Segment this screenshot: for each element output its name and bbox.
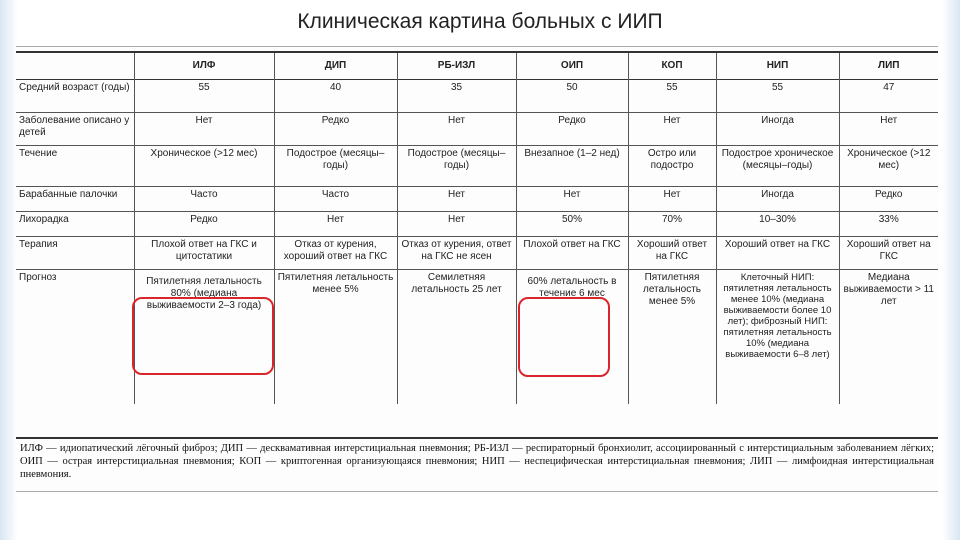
table-cell: Нет <box>397 212 516 237</box>
table-cell: Подострое (месяцы–годы) <box>397 146 516 187</box>
header-kop: КОП <box>628 52 716 80</box>
table-cell: 35 <box>397 80 516 113</box>
table-cell: Иногда <box>716 113 839 146</box>
header-dip: ДИП <box>274 52 397 80</box>
table-cell: Часто <box>274 187 397 212</box>
table-cell: Нет <box>628 187 716 212</box>
table-cell: Хороший ответ на ГКС <box>628 237 716 270</box>
header-oip: ОИП <box>516 52 628 80</box>
header-lip: ЛИП <box>839 52 938 80</box>
table-cell: Нет <box>274 212 397 237</box>
table-row <box>16 212 938 237</box>
table-cell: Нет <box>397 187 516 212</box>
table-cell: Пятилетняя летальность менее 5% <box>628 270 716 405</box>
table-cell: 55 <box>628 80 716 113</box>
table-cell: Подострое (месяцы–годы) <box>274 146 397 187</box>
table-cell: Пятилетняя летальность менее 5% <box>274 270 397 405</box>
table-cell: Семилетняя летальность 25 лет <box>397 270 516 405</box>
row-label: Барабанные палочки <box>16 187 134 212</box>
table-cell: 33% <box>839 212 938 237</box>
table-cell: 47 <box>839 80 938 113</box>
table-cell: Остро или подостро <box>628 146 716 187</box>
slide-background-right <box>942 0 960 540</box>
table-cell: Хроническое (>12 мес) <box>134 146 274 187</box>
slide-title: Клиническая картина больных с ИИП <box>297 10 663 33</box>
row-label: Заболевание описано у детей <box>16 113 134 146</box>
table-row <box>16 80 938 113</box>
table-cell: Хроническое (>12 мес) <box>839 146 938 187</box>
row-label: Течение <box>16 146 134 187</box>
table-cell: 55 <box>134 80 274 113</box>
table-cell: Нет <box>397 113 516 146</box>
table-row <box>16 187 938 212</box>
table-header-row <box>16 52 938 80</box>
header-cell-empty <box>16 52 134 80</box>
table-row <box>16 237 938 270</box>
table-cell: Хороший ответ на ГКС <box>839 237 938 270</box>
header-nip: НИП <box>716 52 839 80</box>
table-row <box>16 146 938 187</box>
table-cell: Пятилетняя летальность 80% (медиана выживаемости 2–3 года) <box>134 270 274 405</box>
table-cell: Плохой ответ на ГКС <box>516 237 628 270</box>
table-cell: Редко <box>839 187 938 212</box>
table-cell: 10–30% <box>716 212 839 237</box>
clinical-table <box>16 51 938 404</box>
table-cell: Отказ от курения, хороший ответ на ГКС <box>274 237 397 270</box>
table-row <box>16 270 938 405</box>
table-cell: Нет <box>516 187 628 212</box>
table-cell: 40 <box>274 80 397 113</box>
table-cell: Плохой ответ на ГКС и цитостатики <box>134 237 274 270</box>
table-cell: Нет <box>628 113 716 146</box>
table-cell: Подострое хроническое (месяцы–годы) <box>716 146 839 187</box>
row-label: Лихорадка <box>16 212 134 237</box>
header-ilf: ИЛФ <box>134 52 274 80</box>
table-cell: Нет <box>839 113 938 146</box>
table-cell: Часто <box>134 187 274 212</box>
table-cell: Редко <box>516 113 628 146</box>
table-cell: 60% летальность в течение 6 мес <box>516 270 628 405</box>
table-cell: 70% <box>628 212 716 237</box>
table-cell: Клеточный НИП: пятилетняя летальность менее 10% (медиана выживаемости более 10 лет); фиброзный НИП: пятилетняя летальность 10% (медиана выживаемости 6–8 лет) <box>716 270 839 405</box>
table-cell: 50% <box>516 212 628 237</box>
table-cell: Редко <box>274 113 397 146</box>
table-cell: Нет <box>134 113 274 146</box>
table-cell: Хороший ответ на ГКС <box>716 237 839 270</box>
row-label: Средний возраст (годы) <box>16 80 134 113</box>
table-cell: 55 <box>716 80 839 113</box>
table-cell: Медиана выживаемости > 11 лет <box>839 270 938 405</box>
table-cell: Иногда <box>716 187 839 212</box>
table-cell: Отказ от курения, ответ на ГКС не ясен <box>397 237 516 270</box>
row-label: Терапия <box>16 237 134 270</box>
scanned-document <box>16 46 938 492</box>
table-cell: Внезапное (1–2 нед) <box>516 146 628 187</box>
header-rb-izl: РБ-ИЗЛ <box>397 52 516 80</box>
table-cell: 50 <box>516 80 628 113</box>
table-cell: Редко <box>134 212 274 237</box>
row-label: Прогноз <box>16 270 134 405</box>
footnote: ИЛФ — идиопатический лёгочный фиброз; ДИП — десквамативная интерстициальная пневмония; РБ-ИЗЛ — респираторный бронхиолит, ассоциированный с интерстициальным заболеванием лёгких; ОИП — острая интерстициальная пневмония; КОП — криптогенная организующаяся пневмония; НИП — неспецифическая интерстициальная пневмония; ЛИП — лимфоидная интерстициальная пневмония. <box>16 437 938 481</box>
table-row <box>16 113 938 146</box>
